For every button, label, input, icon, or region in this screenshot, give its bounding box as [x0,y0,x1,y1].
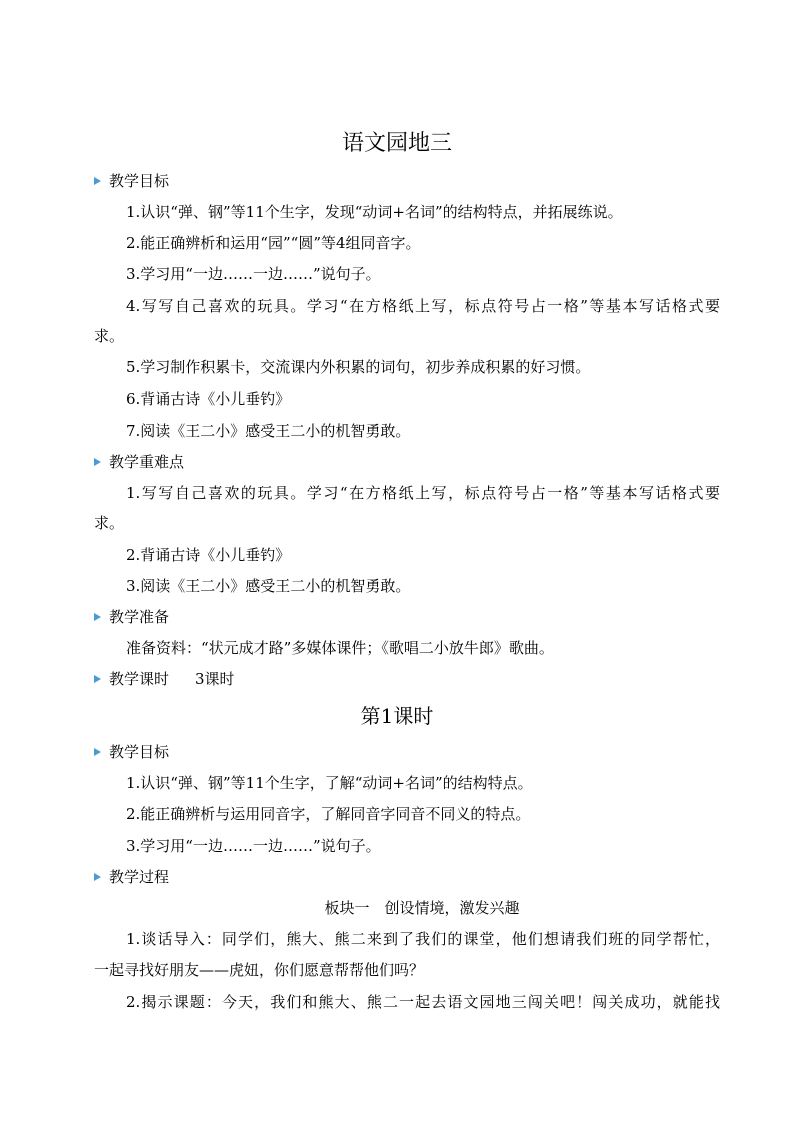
goal-item-7: 7.阅读《王二小》感受王二小的机智勇敢。 [126,422,411,440]
lesson-title: 第1课时 [360,704,434,728]
section-label: 教学过程 [109,868,170,886]
section-label: 教学课时 [109,670,170,688]
section-label: 教学目标 [109,172,170,190]
goal-item-4-cont: 求。 [94,327,125,345]
triangle-bullet-icon [94,458,101,466]
key-point-2: 2.背诵古诗《小儿垂钓》 [126,546,291,564]
goal-item-5: 5.学习制作积累卡，交流课内外积累的词句，初步养成积累的好习惯。 [126,358,591,376]
key-point-1-cont: 求。 [94,514,125,532]
section-heading-lesson-goals [94,742,169,762]
goal-item-2: 2.能正确辨析和运用“园”“圆”等4组同音字。 [126,234,421,252]
triangle-bullet-icon [94,675,101,683]
triangle-bullet-icon [94,748,101,756]
process-item-2: 2.揭示课题：今天，我们和熊大、熊二一起去语文园地三闯关吧！闯关成功，就能找 [126,993,720,1011]
section-heading-key-points [94,452,184,472]
lesson-goal-3: 3.学习用“一边……一边……”说句子。 [126,837,381,855]
section-label: 教学准备 [109,608,170,626]
lesson-goal-2: 2.能正确辨析与运用同音字，了解同音字同音不同义的特点。 [126,805,531,823]
triangle-bullet-icon [94,613,101,621]
goal-item-6: 6.背诵古诗《小儿垂钓》 [126,390,291,408]
hours-value: 3课时 [195,670,235,688]
goal-item-4: 4.写写自己喜欢的玩具。学习“在方格纸上写，标点符号占一格”等基本写话格式要 [126,297,720,315]
process-item-1-cont: 一起寻找好朋友——虎妞，你们愿意帮帮他们吗？ [94,961,425,979]
lesson-goal-1: 1.认识“弹、钢”等11个生字，了解“动词+名词”的结构特点。 [126,774,533,792]
key-point-3: 3.阅读《王二小》感受王二小的机智勇敢。 [126,577,411,595]
page-title: 语文园地三 [341,131,452,156]
triangle-bullet-icon [94,873,101,881]
goal-item-3: 3.学习用“一边……一边……”说句子。 [126,265,381,283]
block-title: 板块一 创设情境，激发兴趣 [324,899,520,917]
section-label: 教学重难点 [109,453,185,471]
preparation-text: 准备资料：“状元成才路”多媒体课件；《歌唱二小放牛郎》歌曲。 [126,639,554,657]
process-item-1: 1.谈话导入：同学们，熊大、熊二来到了我们的课堂，他们想请我们班的同学帮忙， [126,930,720,948]
key-point-1: 1.写写自己喜欢的玩具。学习“在方格纸上写，标点符号占一格”等基本写话格式要 [126,484,720,502]
goal-item-1: 1.认识“弹、钢”等11个生字，发现“动词+名词”的结构特点，并拓展练说。 [126,203,623,221]
section-heading-process [94,867,169,887]
section-heading-goals [94,171,169,191]
section-heading-hours [94,669,235,689]
section-heading-preparation [94,607,169,627]
triangle-bullet-icon [94,177,101,185]
section-label: 教学目标 [109,743,170,761]
